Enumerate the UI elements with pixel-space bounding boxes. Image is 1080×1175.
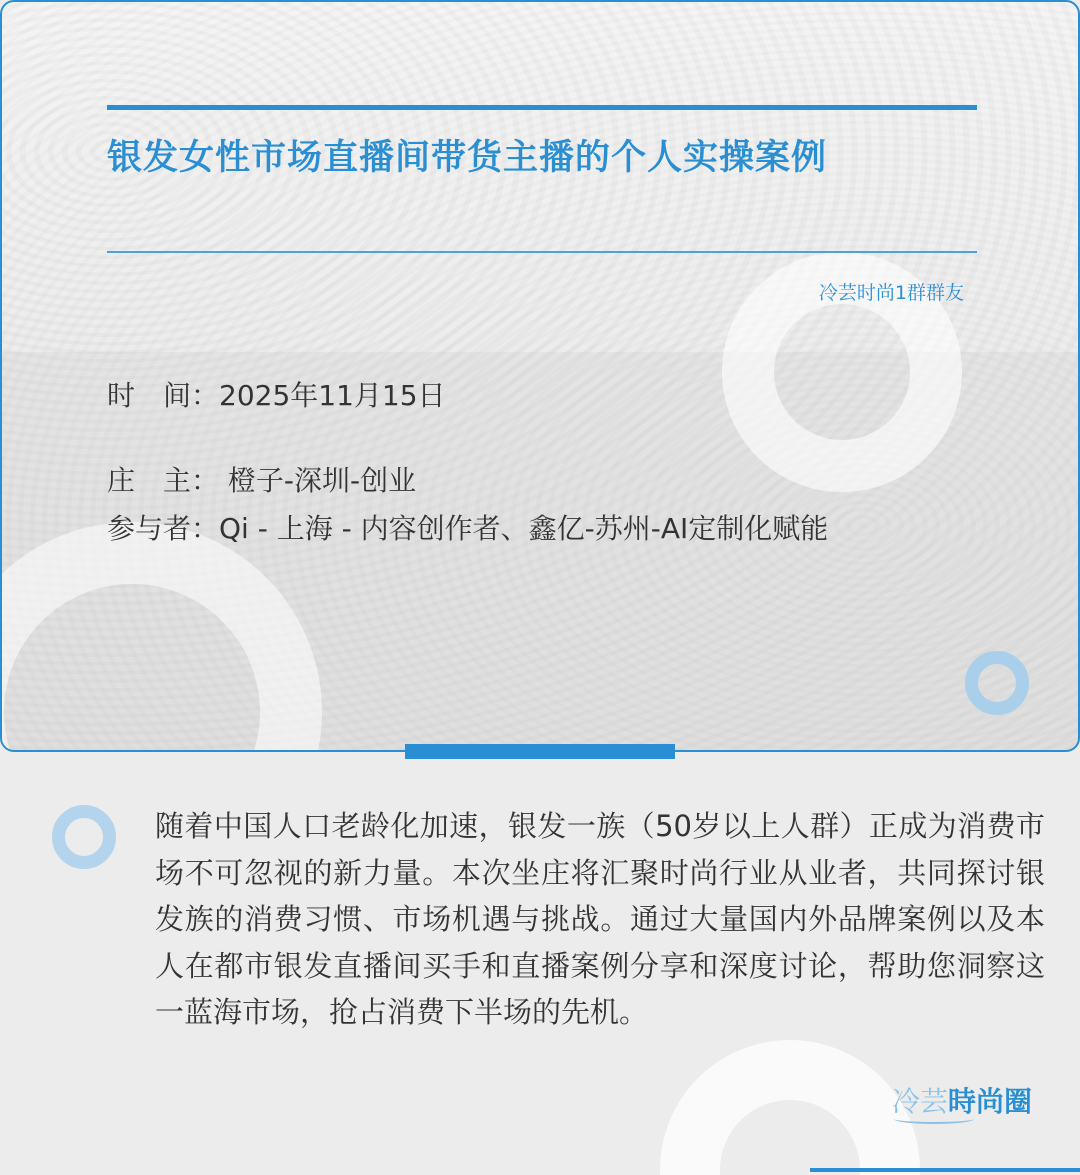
byline: 冷芸时尚1群群友 — [818, 282, 964, 304]
logo-swoosh-icon — [894, 1114, 974, 1124]
time-row — [107, 374, 446, 414]
logo-part-2: 時尚圈 — [948, 1085, 1033, 1118]
intro-paragraph: 随着中国人口老龄化加速，银发一族（50岁以上人群）正成为消费市场不可忽视的新力量。本次坐庄将汇聚时尚行业从业者，共同探讨银发族的消费习惯、市场机遇与挑战。通过大量国内外品牌案例以及本人在都市银发直播间买手和直播案例分享和深度讨论，帮助您洞察这一蓝海市场，抢占消费下半场的先机。 — [155, 809, 1045, 1029]
host-value: 橙子-深圳-创业 — [227, 464, 417, 497]
host-row — [107, 459, 416, 499]
participants-row — [107, 507, 828, 547]
time-label: 时 间： — [107, 379, 220, 412]
title-top-rule — [107, 105, 977, 110]
participants-value: Qi - 上海 - 内容创作者、鑫亿-苏州-AI定制化赋能 — [219, 512, 829, 545]
bottom-accent-line — [810, 1168, 1080, 1172]
time-value: 2025年11月15日 — [219, 379, 446, 412]
participants-label: 参与者： — [107, 512, 220, 545]
title-bottom-rule — [107, 251, 977, 253]
host-label: 庄 主： — [107, 464, 220, 497]
decorative-ring — [660, 1040, 920, 1175]
blue-ring-icon — [52, 805, 116, 869]
page-title: 银发女性市场直播间带货主播的个人实操案例 — [107, 138, 828, 178]
blue-ring-icon — [965, 651, 1029, 715]
logo-part-1: 冷芸 — [892, 1085, 949, 1118]
section-divider-bar — [405, 744, 675, 759]
brand-logo — [892, 1080, 1032, 1120]
